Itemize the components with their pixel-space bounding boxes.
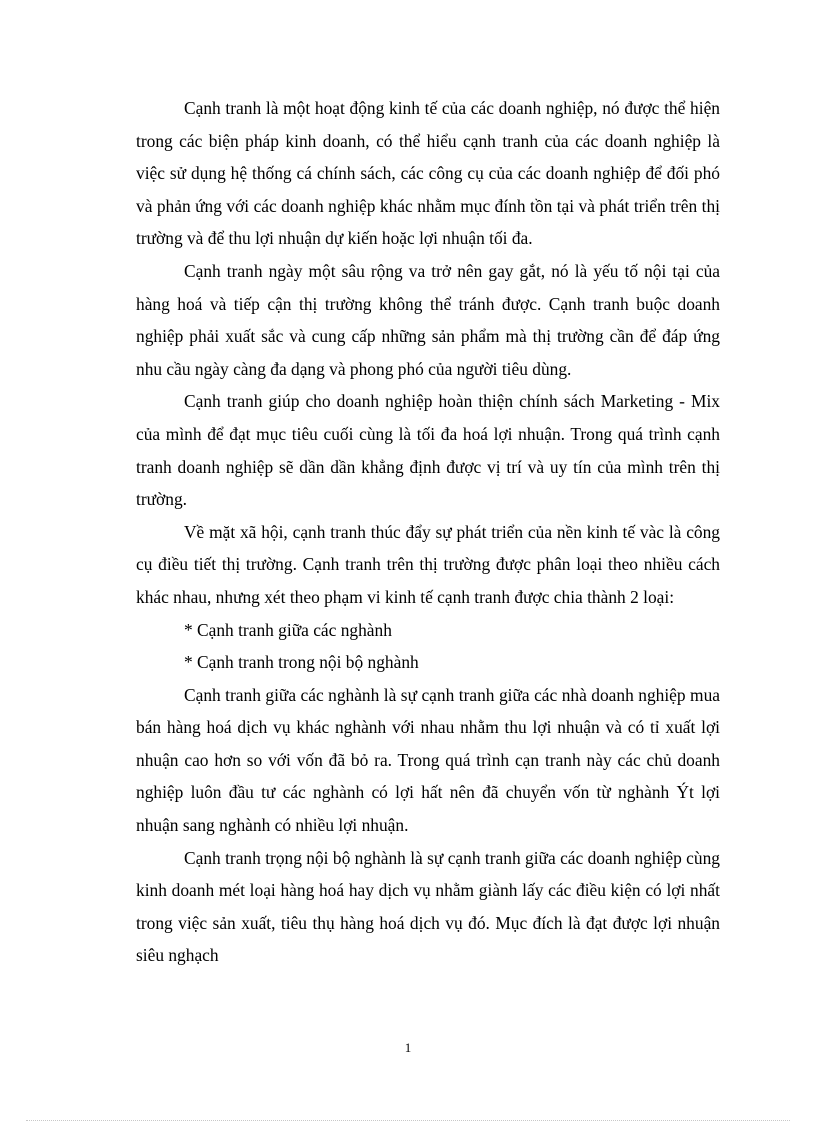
bullet-inter-industry: * Cạnh tranh giữa các nghành — [184, 619, 392, 640]
paragraph-competition-definition: Cạnh tranh là một hoạt động kinh tế của các doanh nghiệp, nó được thể hiện trong các biện pháp kinh doanh, có thể hiểu cạnh tranh của các doanh nghiệp là việc sử dụng hệ thống cá chính sách, các công cụ của các doanh nghiệp để đối phó và phản ứng với các doanh nghiệp khác nhằm mục đính tồn tại và phát triển trên thị trường và để thu lợi nhuận dự kiến hoặc lợi nhuận tối đa. — [136, 98, 720, 249]
paragraph-marketing-mix: Cạnh tranh giúp cho doanh nghiệp hoàn thiện chính sách Marketing - Mix của mình để đạt mục tiêu cuối cùng là tối đa hoá lợi nhuận. Trong quá trình cạnh tranh doanh nghiệp sẽ dần dần khẳng định được vị trí và uy tín của mình trên thị trường. — [136, 391, 720, 510]
document-body — [136, 92, 720, 972]
paragraph-inter-industry: Cạnh tranh giữa các nghành là sự cạnh tranh giữa các nhà doanh nghiệp mua bán hàng hoá dịch vụ khác nghành với nhau nhằm thu lợi nhuận và có tỉ xuất lợi nhuận cao hơn so với vốn đã bỏ ra. Trong quá trình cạn tranh này các chủ doanh nghiệp luôn đầu tư các nghành có lợi hất nên đã chuyển vốn từ nghành Ýt lợi nhuận sang nghành có nhiều lợi nhuận. — [136, 684, 720, 836]
paragraph-competition-intensity: Cạnh tranh ngày một sâu rộng va trở nên gay gắt, nó là yếu tố nội tại của hàng hoá và tiếp cận thị trường không thể tránh được. Cạnh tranh buộc doanh nghiệp phải xuất sắc và cung cấp những sản phẩm mà thị trường cần để đáp ứng nhu cầu ngày càng đa dạng và phong phó của người tiêu dùng. — [136, 260, 720, 379]
page-bottom-edge — [26, 1120, 790, 1121]
paragraph-social-aspect: Về mặt xã hội, cạnh tranh thúc đẩy sự phát triển của nền kinh tế vàc là công cụ điều tiết thị trường. Cạnh tranh trên thị trường được phân loại theo nhiều cách khác nhau, nhưng xét theo phạm vi kinh tế cạnh tranh được chia thành 2 loại: — [136, 521, 720, 607]
bullet-intra-industry: * Cạnh tranh trong nội bộ nghành — [184, 652, 419, 673]
page-number: 1 — [404, 1040, 412, 1055]
paragraph-intra-industry: Cạnh tranh trọng nội bộ nghành là sự cạnh tranh giữa các doanh nghiệp cùng kinh doanh mét loại hàng hoá hay dịch vụ nhằm giành lấy các điều kiện có lợi nhất trong việc sản xuất, tiêu thụ hàng hoá dịch vụ đó. Mục đích là đạt được lợi nhuận siêu nghạch — [136, 847, 720, 966]
